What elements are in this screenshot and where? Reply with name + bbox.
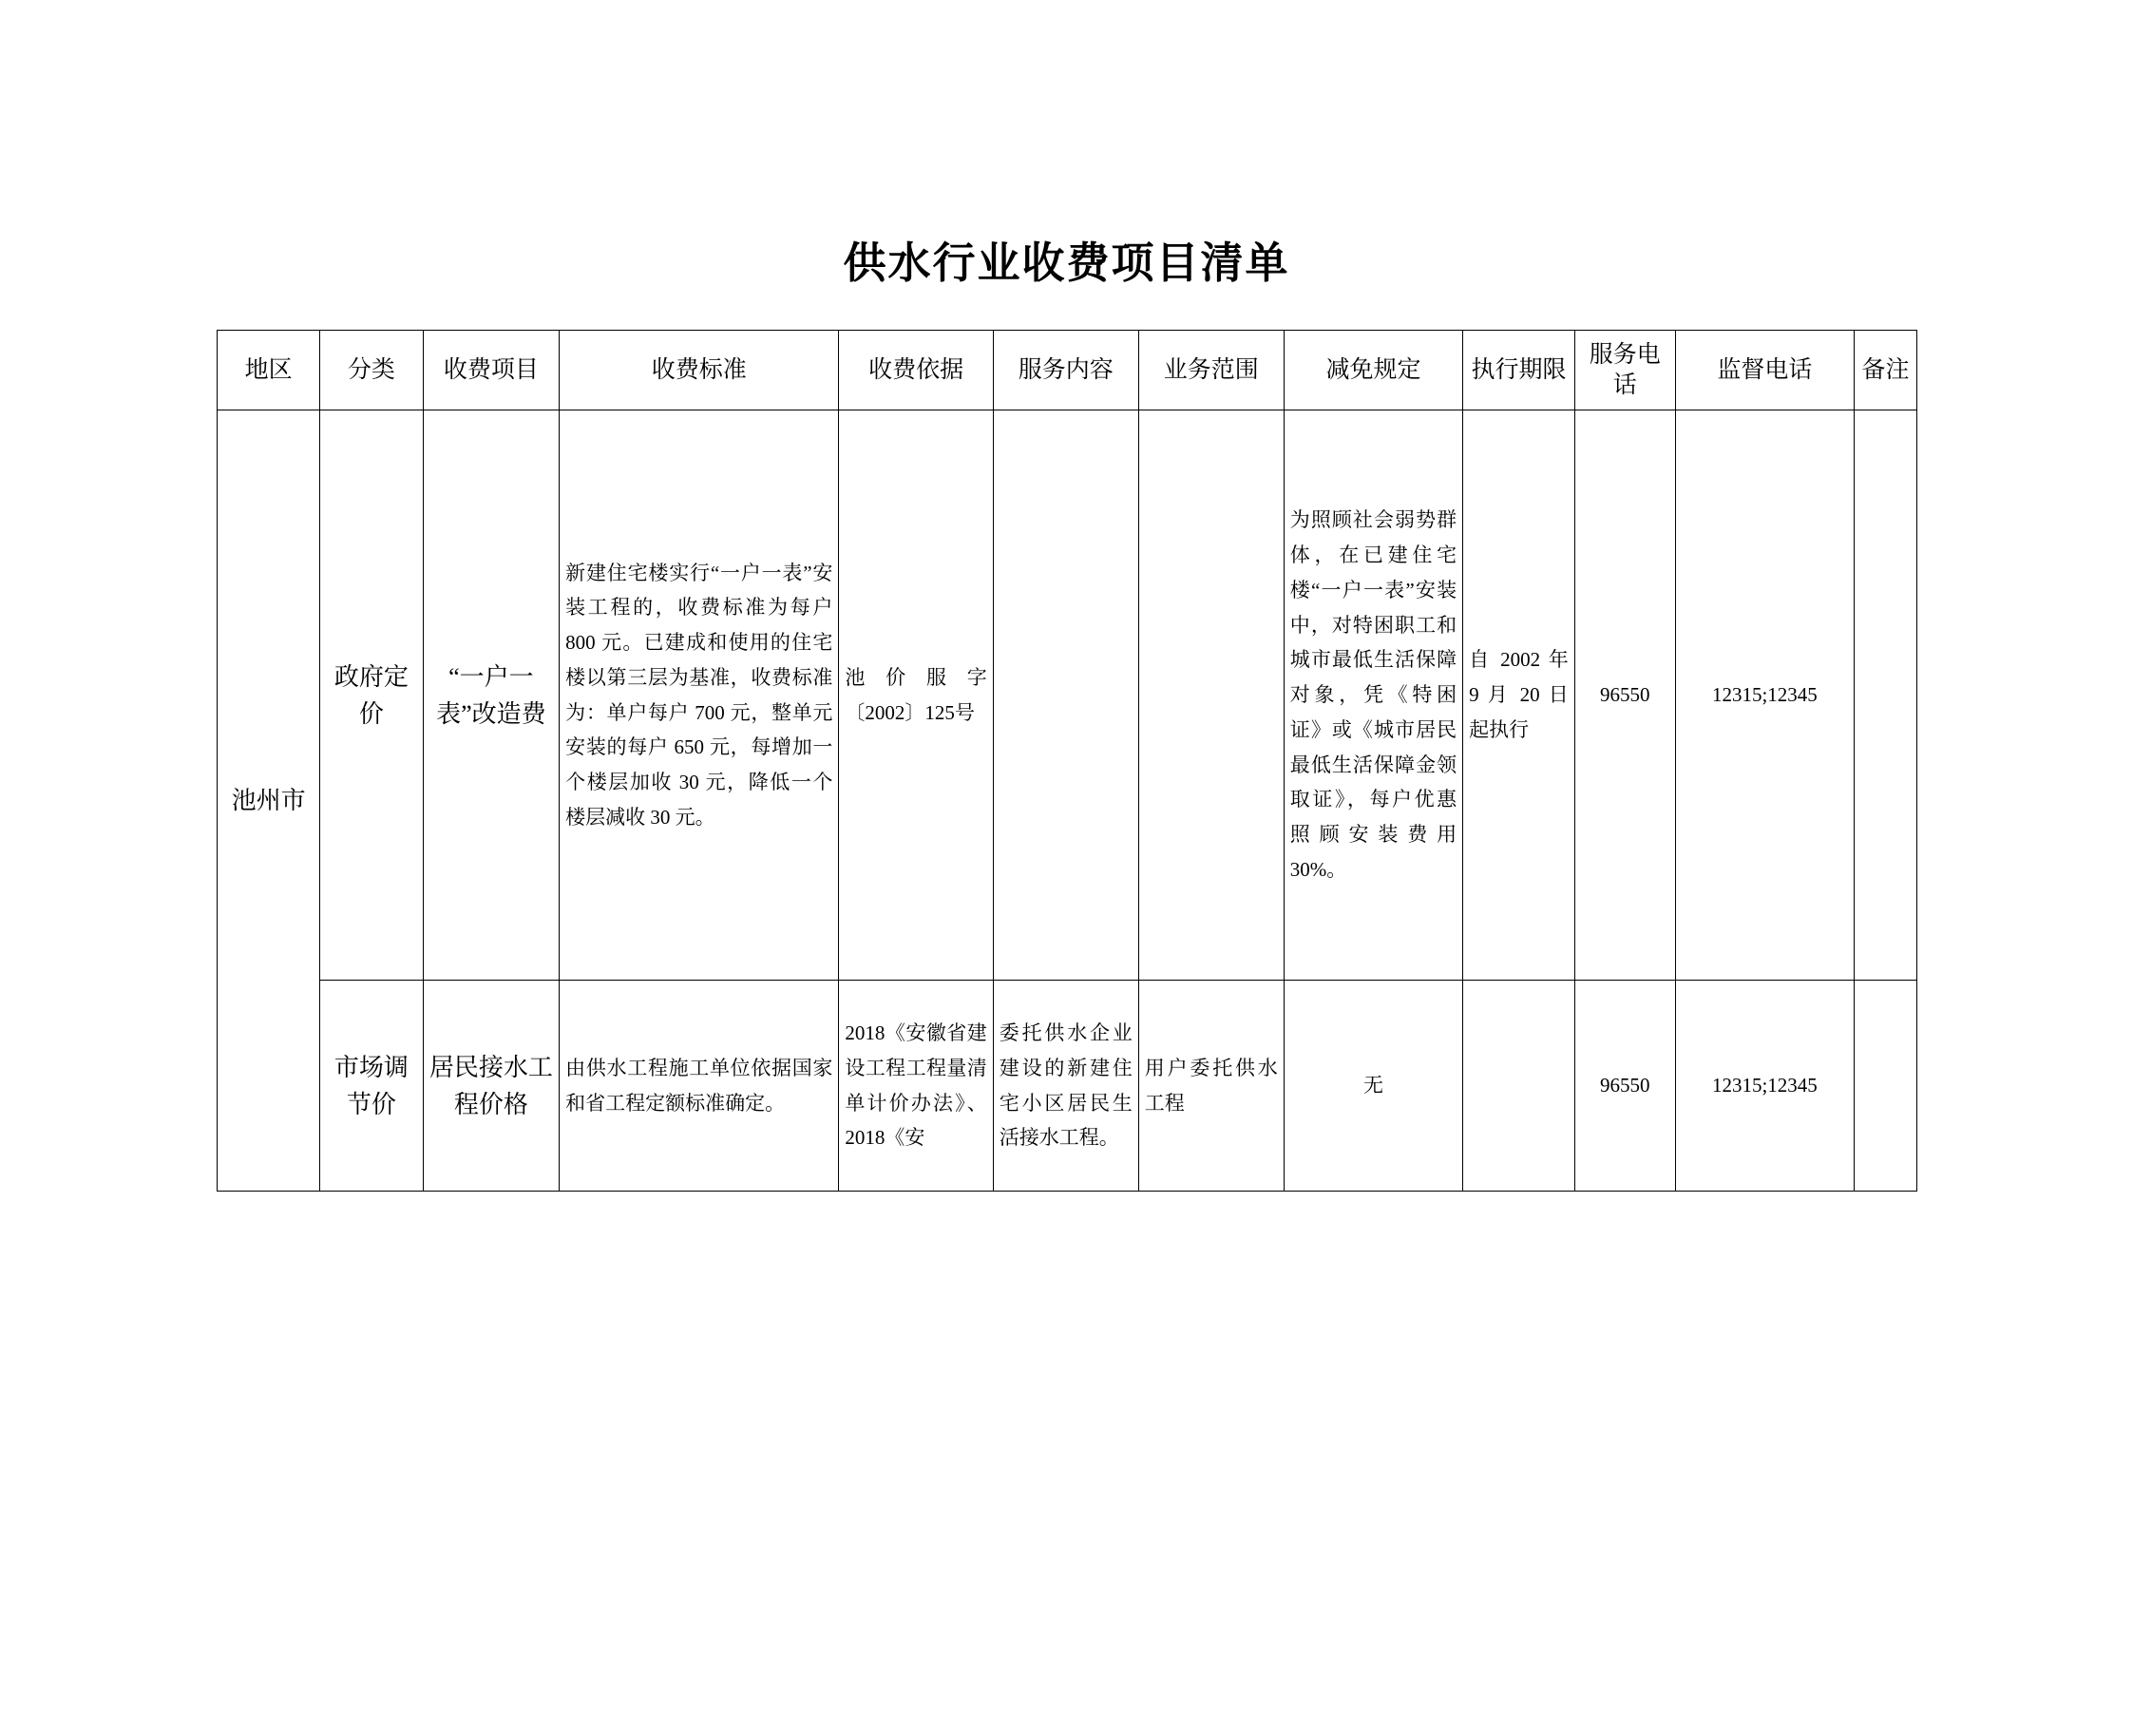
fee-list-table (217, 330, 1917, 1192)
table-row (218, 410, 1917, 981)
column-header-service-content: 服务内容 (993, 331, 1138, 410)
cell-service-tel: 96550 (1574, 981, 1675, 1192)
table-row (218, 981, 1917, 1192)
cell-item: 居民接水工程价格 (423, 981, 560, 1192)
column-header-region: 地区 (218, 331, 320, 410)
cell-service-tel: 96550 (1574, 410, 1675, 981)
cell-standard: 新建住宅楼实行“一户一表”安装工程的，收费标准为每户 800 元。已建成和使用的住宅楼以第三层为基准，收费标准为：单户每户 700 元，整单元安装的每户 650 元，每增加一个楼层加收 30 元，降低一个楼层减收 30 元。 (560, 410, 839, 981)
column-header-standard: 收费标准 (560, 331, 839, 410)
cell-service-content (993, 410, 1138, 981)
cell-service-content: 委托供水企业建设的新建住宅小区居民生活接水工程。 (993, 981, 1138, 1192)
cell-standard: 由供水工程施工单位依据国家和省工程定额标准确定。 (560, 981, 839, 1192)
page-title: 供水行业收费项目清单 (843, 239, 1290, 287)
column-header-reduction: 减免规定 (1284, 331, 1462, 410)
table-container (0, 330, 2133, 1192)
cell-business-scope (1138, 410, 1284, 981)
column-header-supervise-tel: 监督电话 (1675, 331, 1854, 410)
cell-basis: 2018《安徽省建设工程工程量清单计价办法》、2018《安 (839, 981, 993, 1192)
column-header-business-scope: 业务范围 (1138, 331, 1284, 410)
cell-supervise-tel: 12315;12345 (1675, 981, 1854, 1192)
cell-remark (1855, 981, 1917, 1192)
cell-item: “一户一表”改造费 (423, 410, 560, 981)
cell-reduction: 无 (1284, 981, 1462, 1192)
cell-region: 池州市 (218, 410, 320, 1192)
column-header-period: 执行期限 (1463, 331, 1575, 410)
cell-category: 市场调节价 (320, 981, 423, 1192)
cell-remark (1855, 410, 1917, 981)
document-page (0, 228, 2133, 1736)
cell-period (1463, 981, 1575, 1192)
cell-supervise-tel: 12315;12345 (1675, 410, 1854, 981)
cell-category: 政府定价 (320, 410, 423, 981)
column-header-basis: 收费依据 (839, 331, 993, 410)
column-header-item: 收费项目 (423, 331, 560, 410)
cell-reduction: 为照顾社会弱势群体，在已建住宅楼“一户一表”安装中，对特困职工和城市最低生活保障对象，凭《特困证》或《城市居民最低生活保障金领取证》，每户优惠照顾安装费用 30%。 (1284, 410, 1462, 981)
column-header-service-tel: 服务电话 (1574, 331, 1675, 410)
table-header (218, 331, 1917, 410)
cell-business-scope: 用户委托供水工程 (1138, 981, 1284, 1192)
column-header-category: 分类 (320, 331, 423, 410)
column-header-remark: 备注 (1855, 331, 1917, 410)
cell-basis: 池价服字〔2002〕125号 (839, 410, 993, 981)
table-header-row (218, 331, 1917, 410)
cell-period: 自 2002 年 9 月 20 日起执行 (1463, 410, 1575, 981)
table-body (218, 410, 1917, 1192)
